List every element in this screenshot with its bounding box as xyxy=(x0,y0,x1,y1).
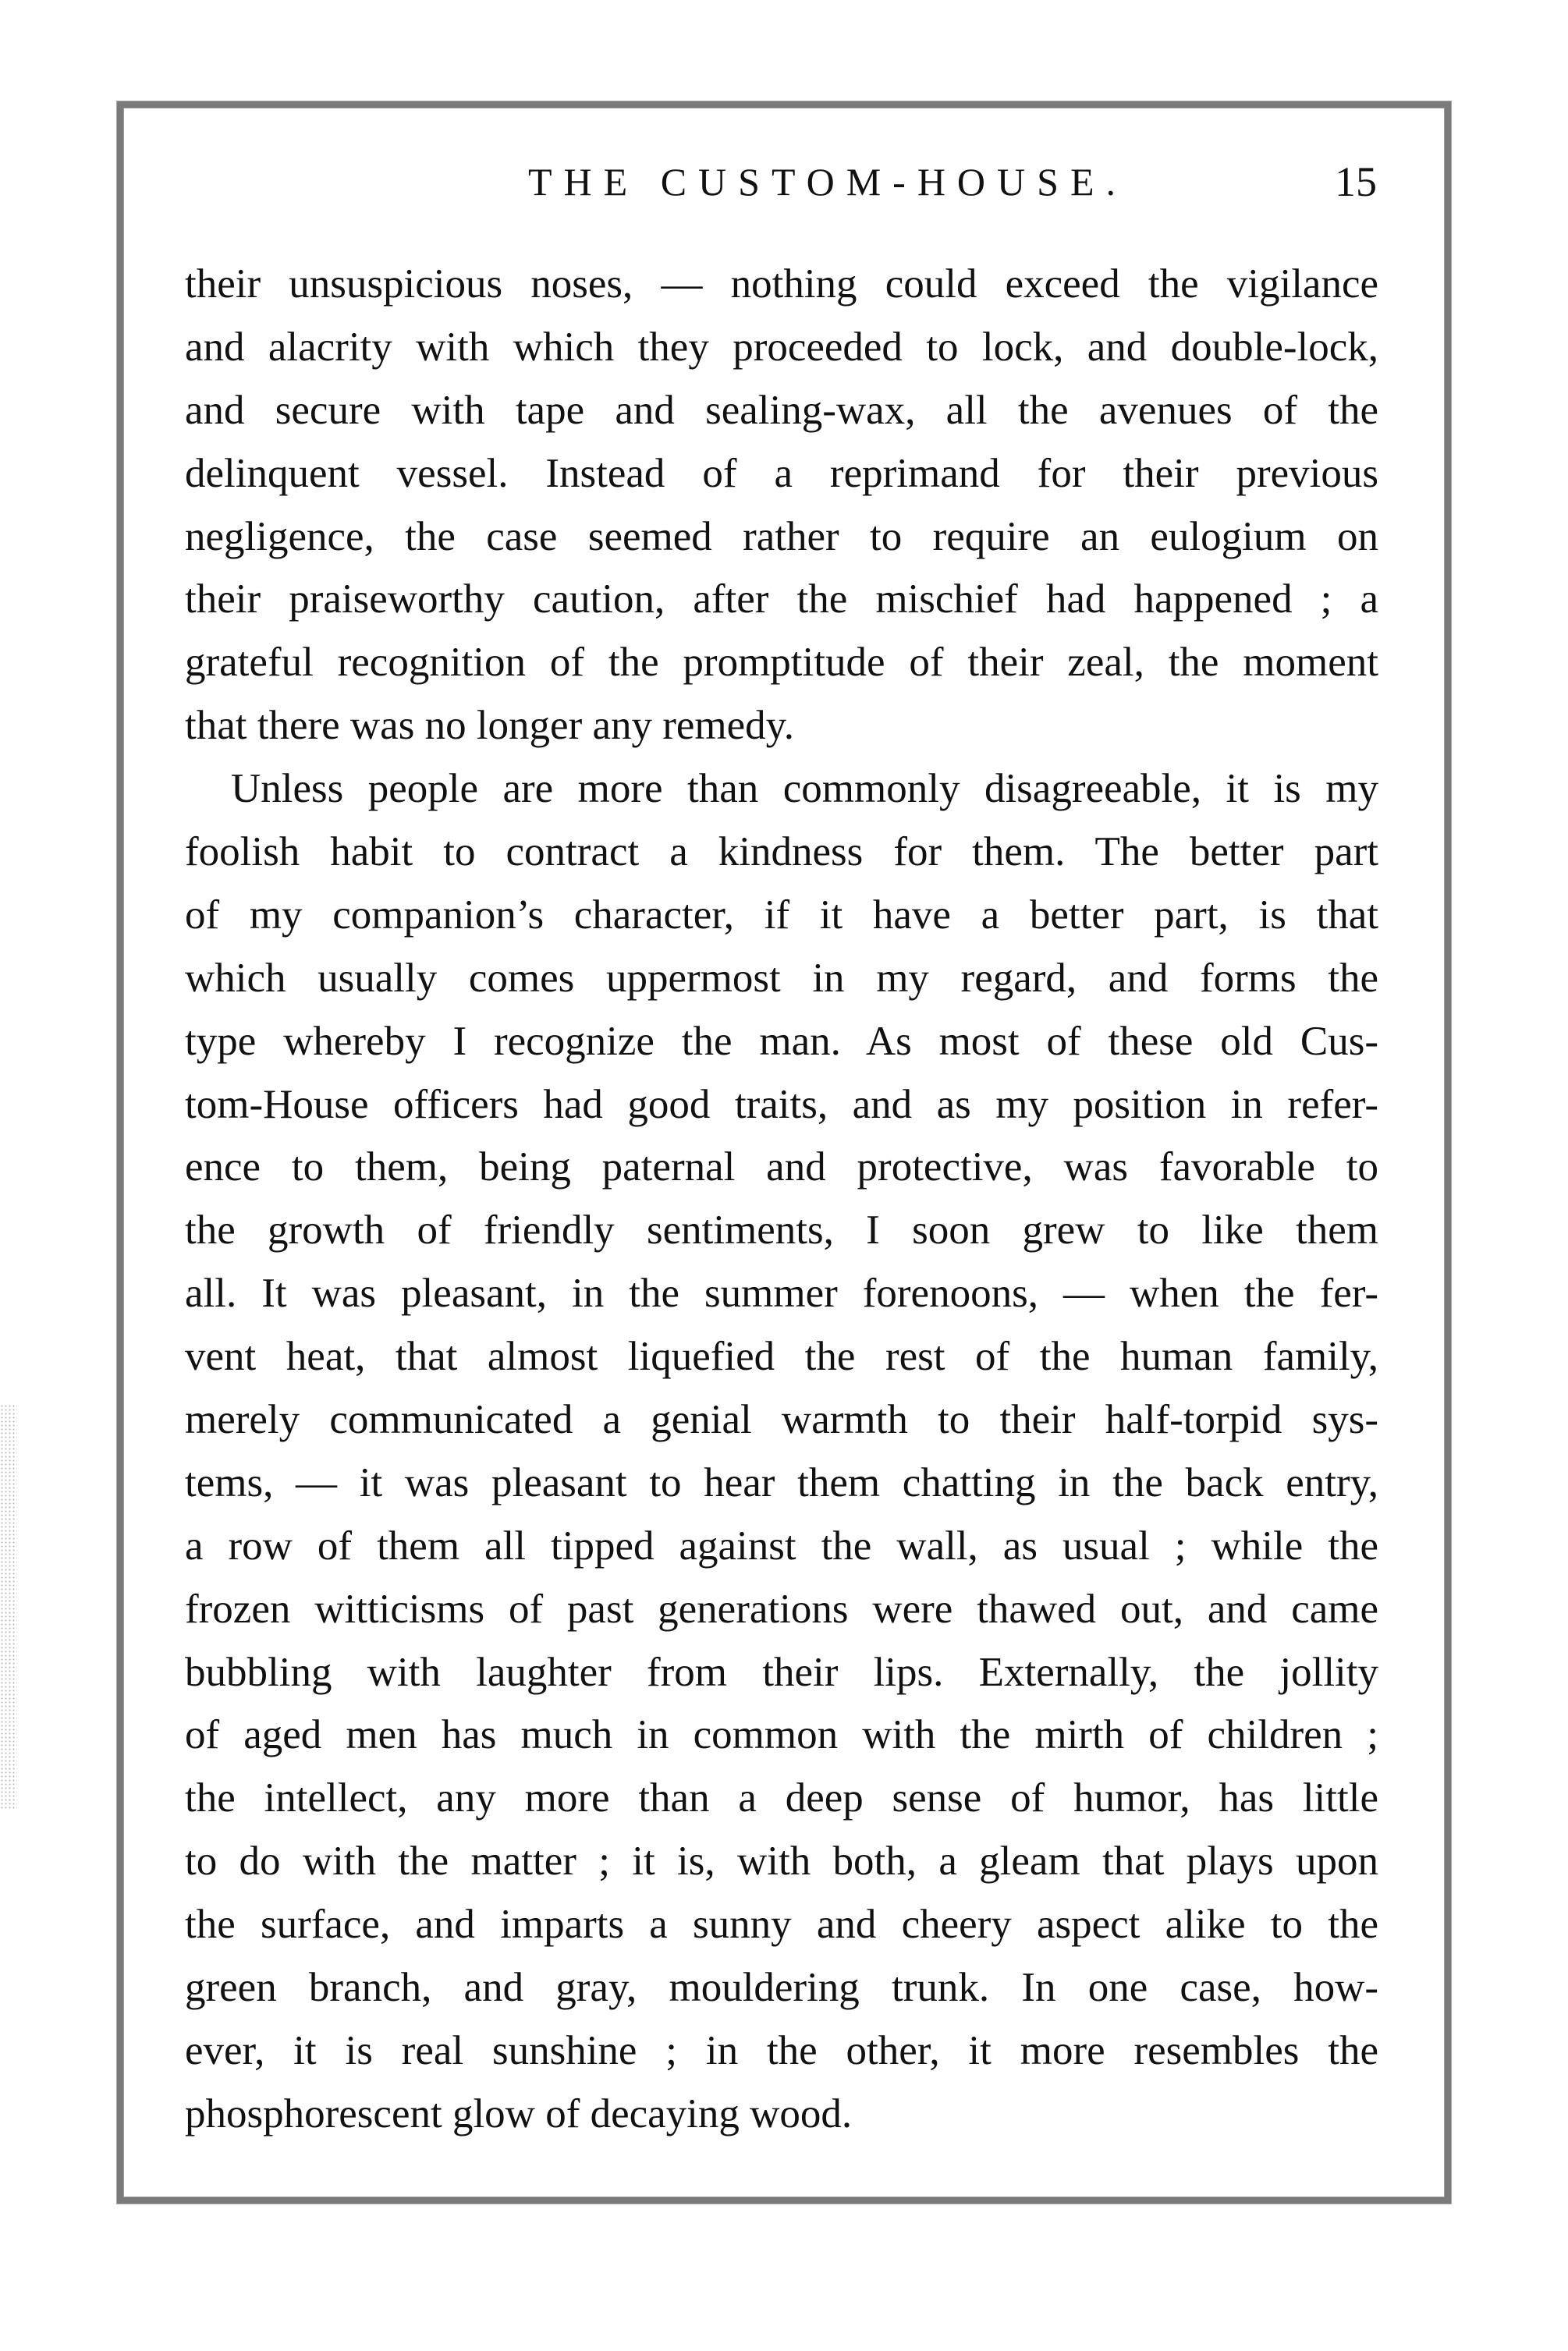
text-line: bubbling with laughter from their lips. Externally, the jollity xyxy=(185,1649,1378,1695)
running-head xyxy=(185,158,1378,205)
text-line: delinquent vessel. Instead of a reprimand for their previous xyxy=(185,450,1378,496)
text-line: the surface, and imparts a sunny and cheery aspect alike to the xyxy=(185,1902,1378,1948)
running-title: THE CUSTOM-HOUSE. xyxy=(528,160,1127,204)
text-line: a row of them all tipped against the wall, as usual ; while the xyxy=(185,1523,1378,1569)
text-line: the growth of friendly sentiments, I soon grew to like them xyxy=(185,1207,1378,1254)
paragraph-1 xyxy=(185,253,1378,757)
text-line: and secure with tape and sealing-wax, all the avenues of the xyxy=(185,387,1378,433)
text-line: type whereby I recognize the man. As most of these old Cus- xyxy=(185,1018,1378,1064)
text-line: phosphorescent glow of decaying wood. xyxy=(185,2090,853,2136)
text-line: foolish habit to contract a kindness for them. The better part xyxy=(185,829,1378,875)
text-line: negligence, the case seemed rather to require an eulogium on xyxy=(185,513,1378,559)
text-line: green branch, and gray, mouldering trunk. In one case, how- xyxy=(185,1965,1378,2011)
text-line: to do with the matter ; it is, with both, a gleam that plays upon xyxy=(185,1839,1378,1885)
body-text xyxy=(185,253,1378,2146)
text-line: merely communicated a genial warmth to their half-torpid sys- xyxy=(185,1397,1378,1443)
text-line: ence to them, being paternal and protective, was favorable to xyxy=(185,1144,1378,1190)
text-line: and alacrity with which they proceeded to lock, and double-lock, xyxy=(185,324,1378,370)
text-line: vent heat, that almost liquefied the rest of the human family, xyxy=(185,1334,1378,1380)
text-line: their praiseworthy caution, after the mischief had happened ; a xyxy=(185,576,1378,622)
paragraph-2 xyxy=(185,757,1378,2146)
text-line: tems, — it was pleasant to hear them chatting in the back entry, xyxy=(185,1459,1378,1505)
text-line: of my companion’s character, if it have a better part, is that xyxy=(185,892,1378,938)
page-number: 15 xyxy=(1335,158,1377,205)
text-line: tom-House officers had good traits, and as my position in refer- xyxy=(185,1081,1378,1127)
text-line: Unless people are more than commonly disagreeable, it is my xyxy=(231,766,1378,812)
text-line: the intellect, any more than a deep sense of humor, has little xyxy=(185,1775,1378,1821)
text-line: that there was no longer any remedy. xyxy=(185,703,794,749)
text-line: ever, it is real sunshine ; in the other, it more resembles the xyxy=(185,2027,1378,2073)
text-line: their unsuspicious noses, — nothing could exceed the vigilance xyxy=(185,261,1378,307)
text-line: all. It was pleasant, in the summer forenoons, — when the fer- xyxy=(185,1271,1378,1317)
scan-artifact xyxy=(0,1404,17,1810)
text-line: frozen witticisms of past generations were thawed out, and came xyxy=(185,1586,1378,1632)
text-line: grateful recognition of the promptitude of their zeal, the moment xyxy=(185,640,1378,686)
text-line: of aged men has much in common with the mirth of children ; xyxy=(185,1712,1378,1758)
text-line: which usually comes uppermost in my regard, and forms the xyxy=(185,955,1378,1001)
